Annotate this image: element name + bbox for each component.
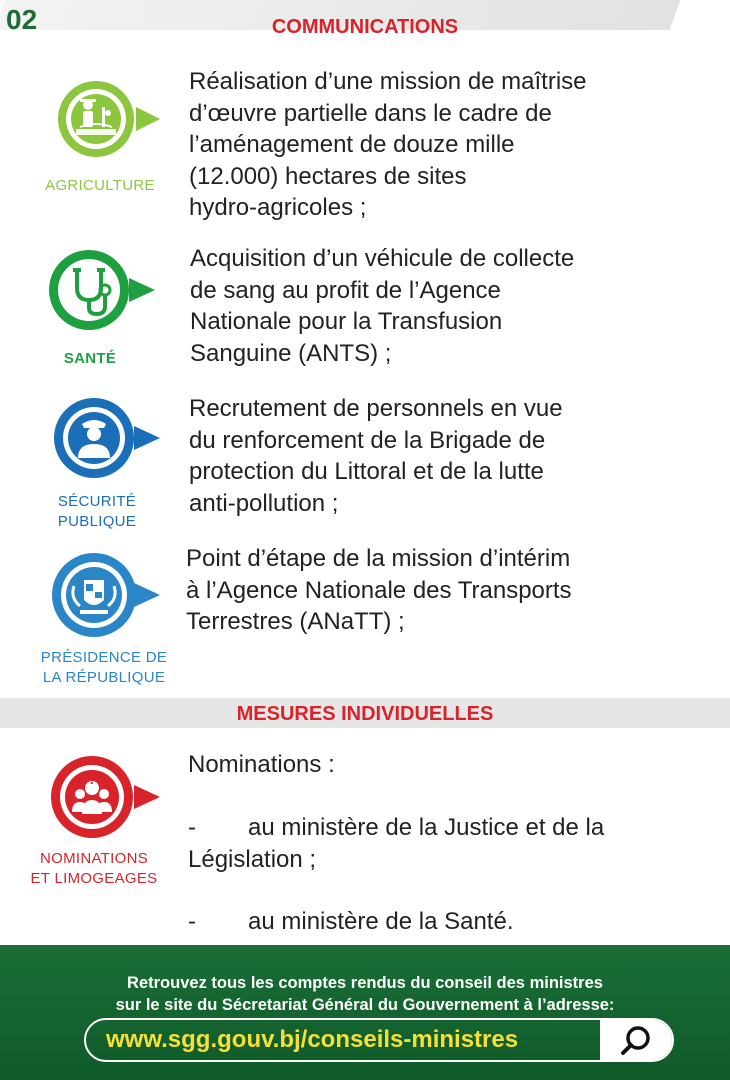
nominations-heading: Nominations :	[188, 751, 335, 778]
police-officer-icon	[50, 396, 164, 485]
section-title-mesures: MESURES INDIVIDUELLES	[236, 703, 494, 725]
category-label: NOMINATIONS ET LIMOGEAGES	[30, 850, 158, 887]
item-text: Recrutement de personnels en vue du renforcement de la Brigade de protection du Littoral et de la lutte anti-pollution ;	[189, 395, 563, 517]
section-title-communications: COMMUNICATIONS	[271, 16, 459, 38]
list-item: au ministère de la Santé.	[248, 908, 514, 935]
footer-text: Retrouvez tous les comptes rendus du conseil des ministres sur le site du Sécretariat Général du Gouvernement à l’adresse:	[115, 974, 615, 1014]
list-dash: -	[188, 814, 196, 841]
item-text: Point d’étape de la mission d’intérim à l’Agence Nationale des Transports Terrestres (ANaTT) ;	[186, 545, 572, 635]
category-label: PRÉSIDENCE DE LA RÉPUBLIQUE	[40, 649, 168, 686]
search-button[interactable]	[600, 1020, 672, 1060]
list-dash: -	[188, 908, 196, 935]
svg-text:?: ?	[87, 771, 97, 787]
website-link[interactable]: www.sgg.gouv.bj/conseils-ministres	[106, 1026, 519, 1053]
people-question-icon	[48, 754, 162, 845]
item-text: Réalisation d’une mission de maîtrise d’œuvre partielle dans le cadre de l’aménagement de douze mille (12.000) hectares de sites hydro-agricoles ;	[189, 68, 587, 221]
category-label: SÉCURITÉ PUBLIQUE	[57, 493, 137, 530]
coat-of-arms-icon	[50, 550, 164, 645]
list-item: au ministère de la Justice et de la	[248, 814, 605, 841]
item-text: Acquisition d’un véhicule de collecte de sang au profit de l’Agence Nationale pour la Transfusion Sanguine (ANTS) ;	[190, 245, 575, 367]
category-label: SANTÉ	[63, 350, 117, 367]
category-label: AGRICULTURE	[45, 177, 155, 194]
list-item-continuation: Législation ;	[188, 846, 317, 873]
url-bar[interactable]	[84, 1018, 674, 1062]
page-number: 02	[6, 4, 38, 35]
stethoscope-icon	[43, 248, 159, 337]
farmer-icon	[52, 77, 164, 166]
search-icon	[600, 1020, 672, 1060]
